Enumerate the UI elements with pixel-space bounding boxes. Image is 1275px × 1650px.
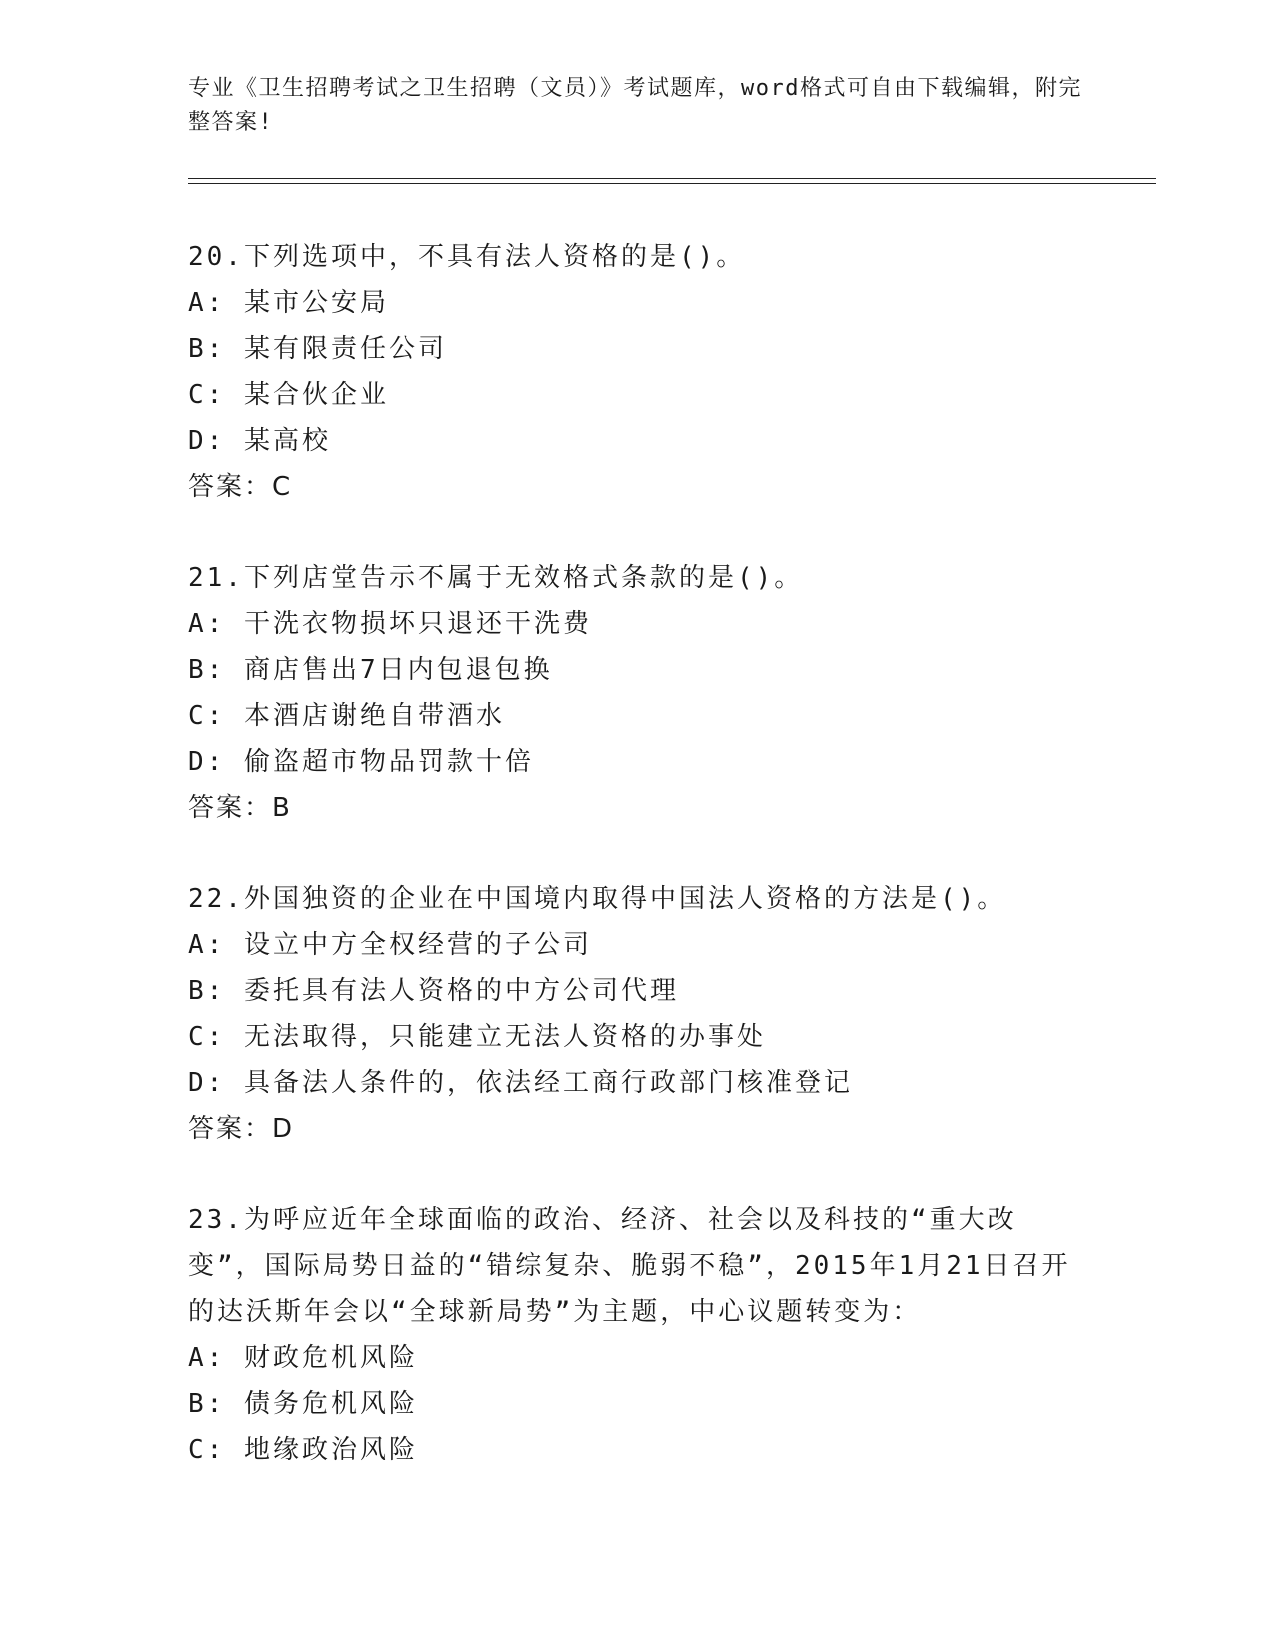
option-a: A: 财政危机风险 xyxy=(188,1343,418,1373)
header-rule-top xyxy=(188,178,1156,179)
question-stem: 22.外国独资的企业在中国境内取得中国法人资格的方法是()。 xyxy=(188,884,1007,914)
question-stem: 20.下列选项中，不具有法人资格的是()。 xyxy=(188,242,746,272)
option-a: A: 某市公安局 xyxy=(188,288,389,318)
option-c: C: 无法取得，只能建立无法人资格的办事处 xyxy=(188,1022,766,1052)
option-a: A: 设立中方全权经营的子公司 xyxy=(188,930,592,960)
option-c: C: 某合伙企业 xyxy=(188,380,389,410)
answer: 答案：B xyxy=(188,793,292,823)
option-c: C: 本酒店谢绝自带酒水 xyxy=(188,701,505,731)
question-stem: 21.下列店堂告示不属于无效格式条款的是()。 xyxy=(188,563,804,593)
answer: 答案：D xyxy=(188,1114,295,1144)
option-b: B: 商店售出7日内包退包换 xyxy=(188,655,553,685)
header-rule-bottom xyxy=(188,183,1156,184)
option-d: D: 某高校 xyxy=(188,426,331,456)
option-b: B: 委托具有法人资格的中方公司代理 xyxy=(188,976,679,1006)
option-d: D: 偷盗超市物品罚款十倍 xyxy=(188,747,534,777)
question-23 xyxy=(188,1197,1088,1473)
option-b: B: 债务危机风险 xyxy=(188,1389,418,1419)
question-21 xyxy=(188,555,1088,831)
question-22 xyxy=(188,876,1088,1152)
answer: 答案：C xyxy=(188,472,293,502)
option-b: B: 某有限责任公司 xyxy=(188,334,447,364)
option-c: C: 地缘政治风险 xyxy=(188,1435,418,1465)
document-header: 专业《卫生招聘考试之卫生招聘（文员）》考试题库，word格式可自由下载编辑，附完整答案! xyxy=(188,76,1082,135)
question-stem: 23.为呼应近年全球面临的政治、经济、社会以及科技的“重大改变”，国际局势日益的“错综复杂、脆弱不稳”，2015年1月21日召开的达沃斯年会以“全球新局势”为主题，中心议题转变为： xyxy=(188,1205,1071,1327)
option-a: A: 干洗衣物损坏只退还干洗费 xyxy=(188,609,592,639)
option-d: D: 具备法人条件的，依法经工商行政部门核准登记 xyxy=(188,1068,853,1098)
question-20 xyxy=(188,234,1088,510)
